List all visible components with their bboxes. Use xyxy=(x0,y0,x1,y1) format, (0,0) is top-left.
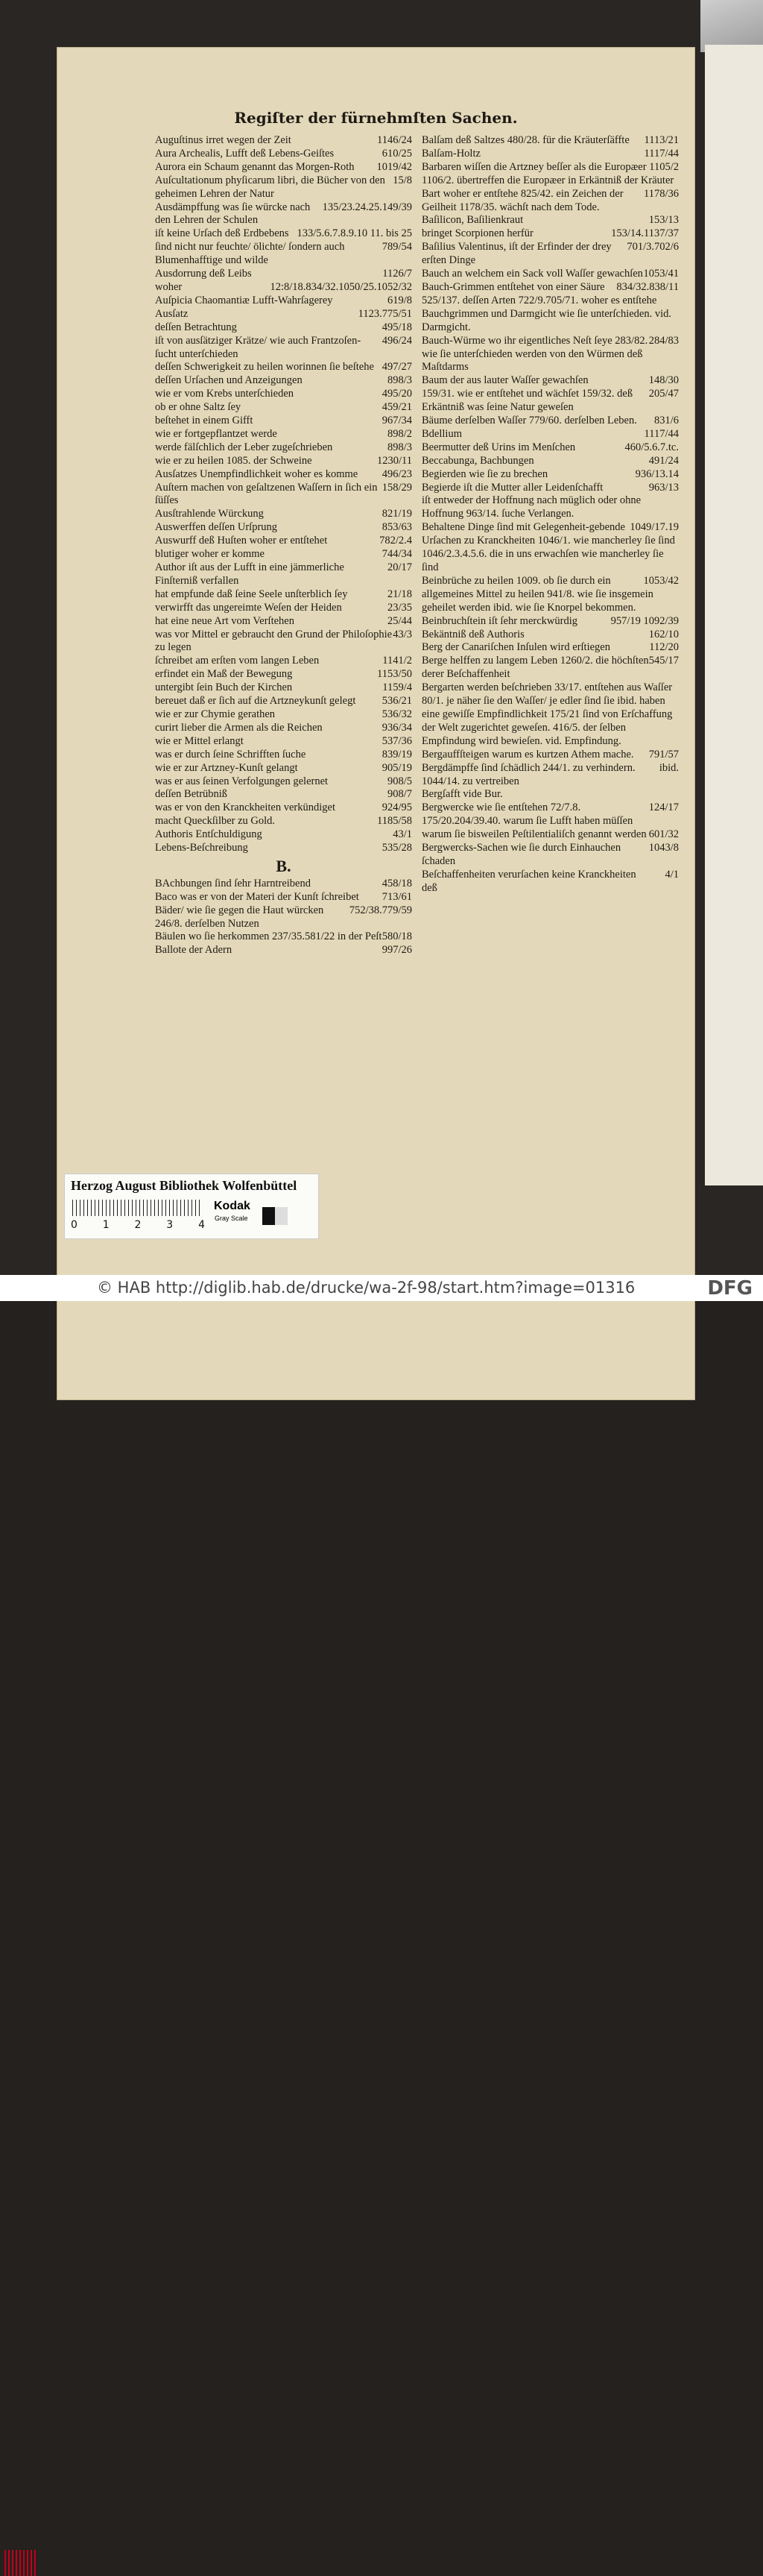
entry-text: Author iſt aus der Lufft in eine jämmerliche Finſterniß verfallen xyxy=(155,561,344,587)
entry-text: wie er zu heilen 1085. der Schweine xyxy=(155,454,312,467)
gray-swatch xyxy=(262,1207,288,1225)
entry-page-ref: 496/24 xyxy=(382,334,412,347)
entry-page-ref: 495/20 xyxy=(382,388,412,400)
index-entry xyxy=(155,815,412,828)
entry-text: deſſen Schwerigkeit zu heilen worinnen ſie beſtehe xyxy=(155,361,374,374)
index-entry xyxy=(155,891,412,904)
index-entry xyxy=(155,148,412,161)
entry-text: Bauch-Grimmen entſtehet von einer Säure 525/137. deſſen Arten 722/9.705/71. woher es entſtehe xyxy=(422,280,657,306)
index-entry xyxy=(155,268,412,281)
entry-text: Barbaren wiſſen die Artzney beſſer als die Europæer 1106/2. übertreffen die Europæer in Erkäntniß der Kräuter xyxy=(422,160,674,186)
index-entry xyxy=(422,227,679,241)
entry-text: bereuet daß er ſich auf die Artzneykunſt gelegt xyxy=(155,695,356,708)
entry-page-ref: 1185/58 xyxy=(377,815,412,828)
source-url[interactable]: © HAB http://diglib.hab.de/drucke/wa-2f-98/start.htm?image=01316 xyxy=(97,1279,636,1297)
entry-page-ref: 496/23 xyxy=(382,467,412,480)
entry-text: was er von den Kranckheiten verkündiget xyxy=(155,802,335,814)
index-entry xyxy=(422,802,679,828)
entry-text: Auswerffen deſſen Urſprung xyxy=(155,521,278,534)
entry-text: Auguſtinus irret wegen der Zeit xyxy=(155,134,291,146)
index-entry xyxy=(155,227,412,241)
index-entry xyxy=(155,388,412,401)
entry-page-ref: 898/3 xyxy=(387,374,412,387)
entry-text: Bäulen wo ſie herkommen 237/35.581/22 in der Peſt xyxy=(155,930,382,943)
entry-text: ſchreibet am erſten vom langen Leben xyxy=(155,655,320,667)
entry-page-ref: 135/23.24.25.149/39 xyxy=(322,201,412,213)
entry-text: Bergauffſteigen warum es kurtzen Athem mache. xyxy=(422,748,634,760)
footer-bar xyxy=(0,1275,763,1301)
entry-page-ref: 821/19 xyxy=(382,508,412,520)
entry-text: Ballote der Adern xyxy=(155,944,232,957)
library-name: Herzog August Bibliothek Wolfenbüttel xyxy=(71,1178,297,1193)
index-entry xyxy=(155,944,412,957)
entry-text: Bergdämpffe ſind ſchädlich 244/1. zu verhindern. 1044/14. zu vertreiben xyxy=(422,761,636,787)
index-entry xyxy=(155,708,412,722)
index-entry xyxy=(422,388,679,415)
entry-text: Bauch-Würme wo ihr eigentliches Neſt ſeye 283/82. wie ſie unterſchieden werden von den Würmen deß Maſtdarms xyxy=(422,334,648,374)
entry-text: Berg der Canariſchen Inſulen wird erſtiegen xyxy=(422,641,610,654)
index-entry xyxy=(155,668,412,681)
index-entry xyxy=(155,335,412,362)
index-entry xyxy=(422,281,679,308)
index-entry xyxy=(422,494,679,521)
index-entry xyxy=(155,775,412,789)
entry-text: Ausſtrahlende Würckung xyxy=(155,508,264,520)
index-entry xyxy=(155,762,412,775)
index-entry xyxy=(422,615,679,629)
index-entry xyxy=(422,521,679,575)
entry-text: Bekäntniß deß Authoris xyxy=(422,628,525,640)
index-entry xyxy=(422,161,679,188)
entry-page-ref: 752/38.779/59 xyxy=(349,904,412,916)
entry-text: Ausſatzes Unempfindlichkeit woher es komme xyxy=(155,467,358,480)
index-entry xyxy=(155,428,412,441)
entry-page-ref: 580/18 xyxy=(382,930,412,943)
entry-page-ref: 834/32.838/11 xyxy=(616,280,679,293)
entry-text: Bdellium xyxy=(422,427,462,440)
index-entry xyxy=(422,681,679,749)
entry-text: macht Queckſilber zu Gold. xyxy=(155,815,276,828)
entry-page-ref: 997/26 xyxy=(382,944,412,957)
entry-page-ref: 158/29 xyxy=(382,481,412,494)
entry-text: Lebens-Beſchreibung xyxy=(155,842,248,854)
entry-text: deſſen Betrübniß xyxy=(155,788,228,801)
library-label-card xyxy=(64,1174,319,1239)
entry-text: Balſam-Holtz xyxy=(422,147,481,160)
entry-text: Ausſatz xyxy=(155,307,189,320)
entry-page-ref: 545/17 xyxy=(648,655,679,667)
entry-page-ref: 1105/2 xyxy=(649,160,679,173)
entry-page-ref: 112/20 xyxy=(649,641,679,654)
entry-page-ref: 839/19 xyxy=(382,748,412,760)
entry-text: iſt keine Urſach deß Erdbebens xyxy=(155,227,289,240)
index-entry xyxy=(155,615,412,629)
entry-text: was vor Mittel er gebraucht den Grund der Philoſophie zu legen xyxy=(155,628,393,654)
entry-page-ref: 789/54 xyxy=(382,241,412,253)
entry-page-ref: 536/32 xyxy=(382,708,412,720)
index-entry xyxy=(422,214,679,227)
index-entry xyxy=(422,655,679,681)
index-entry xyxy=(155,201,412,228)
entry-text: 159/31. wie er entſtehet und wächſet 159/32. deß Erkäntniß was ſeine Natur geweſen xyxy=(422,388,633,414)
ruler-number: 0 xyxy=(71,1219,77,1231)
entry-page-ref: 1053/42 xyxy=(643,574,679,587)
entry-page-ref: 459/21 xyxy=(382,401,412,414)
index-entry xyxy=(422,828,679,842)
ruler-scale xyxy=(72,1200,203,1216)
entry-text: Beſchaffenheiten verurſachen keine Kranckheiten xyxy=(422,868,636,881)
index-entry xyxy=(155,561,412,588)
entry-text: erfindet ein Maß der Bewegung xyxy=(155,668,293,681)
entry-text: Beinbrüche zu heilen 1009. ob ſie durch ein allgemeines Mittel zu heilen 941/8. wie ſie insgemein geheilet werden ibid. wie ſie Knorpel bekommen. xyxy=(422,574,653,614)
entry-text: Balſam deß Saltzes 480/28. für die Kräuterſäffte xyxy=(422,134,630,146)
index-entry xyxy=(155,468,412,482)
entry-page-ref: 1049/17.19 xyxy=(630,521,679,534)
index-entry xyxy=(422,134,679,148)
entry-page-ref: 284/83 xyxy=(648,334,679,347)
index-entry xyxy=(155,681,412,695)
index-entry xyxy=(155,548,412,561)
entry-page-ref: 1117/44 xyxy=(644,147,679,160)
entry-text: Baſilius Valentinus, iſt der Erfinder der drey erſten Dinge xyxy=(422,241,612,267)
index-entry xyxy=(422,374,679,388)
entry-page-ref: 537/36 xyxy=(382,734,412,747)
entry-text: Bäder/ wie ſie gegen die Haut würcken 246/8. derſelben Nutzen xyxy=(155,904,324,930)
entry-text: Bergwercks-Sachen wie ſie durch Einhauchen ſchaden xyxy=(422,842,621,867)
entry-page-ref: 23/35 xyxy=(387,601,412,614)
entry-page-ref: 1113/21 xyxy=(644,134,679,146)
entry-text: untergibt ſein Buch der Kirchen xyxy=(155,681,293,694)
entry-page-ref: 601/32 xyxy=(648,828,679,841)
index-entry xyxy=(155,281,412,295)
entry-page-ref: 791/57 xyxy=(648,748,679,760)
entry-page-ref: 458/18 xyxy=(382,877,412,889)
index-entry xyxy=(422,335,679,375)
entry-page-ref: 153/13 xyxy=(648,214,679,227)
entry-page-ref: 495/18 xyxy=(382,321,412,333)
entry-text: deß xyxy=(422,881,437,894)
barcode-icon xyxy=(4,2550,36,2576)
entry-text: Baco was er von der Materi der Kunſt ſchreibet xyxy=(155,890,359,903)
index-entry xyxy=(422,629,679,642)
ruler-number: 1 xyxy=(102,1219,110,1231)
index-entry xyxy=(155,802,412,815)
ruler-number: 3 xyxy=(166,1219,174,1231)
entry-text: ob er ohne Saltz ſey xyxy=(155,401,241,414)
entry-text: Aurora ein Schaum genannt das Morgen-Roth xyxy=(155,160,355,173)
index-entry xyxy=(422,428,679,441)
index-entry xyxy=(422,762,679,789)
index-entry xyxy=(155,374,412,388)
entry-page-ref: 1053/41 xyxy=(643,268,679,280)
index-entry xyxy=(155,441,412,455)
entry-page-ref: 12:8/18.834/32.1050/25.1052/32 xyxy=(270,280,412,293)
entry-text: Beermutter deß Urins im Menſchen xyxy=(422,441,576,453)
entry-text: Auswurff deß Huſten woher er entſtehet xyxy=(155,535,328,547)
index-entry xyxy=(155,508,412,521)
entry-text: Baum der aus lauter Waſſer gewachſen xyxy=(422,374,589,387)
entry-text: Auſtern machen von geſaltzenen Waſſern in ſich ein ſüſſes xyxy=(155,481,378,507)
index-entry xyxy=(422,749,679,762)
entry-text: was er durch ſeine Schrifften ſuche xyxy=(155,748,306,760)
index-entry xyxy=(155,482,412,508)
entry-text: wie er fortgepflantzet werde xyxy=(155,427,277,440)
entry-text: Auſpicia Chaomantiæ Lufft-Wahrſagerey xyxy=(155,294,333,306)
entry-page-ref: 1178/36 xyxy=(644,187,679,200)
entry-page-ref: 15/8 xyxy=(393,174,412,186)
index-entry xyxy=(422,842,679,869)
entry-page-ref: 460/5.6.7.tc. xyxy=(624,441,679,453)
index-entry xyxy=(155,878,412,891)
entry-page-ref: 535/28 xyxy=(382,842,412,854)
entry-text: BAchbungen ſind ſehr Harntreibend xyxy=(155,877,311,889)
entry-page-ref: 153/14.1137/37 xyxy=(611,227,679,240)
entry-text: Auſcultationum phyſicarum libri, die Bücher von den geheimen Lehren der Natur xyxy=(155,174,385,200)
entry-text: ſind nicht nur feuchte/ ölichte/ ſondern auch Blumenhafftige und wilde xyxy=(155,241,345,267)
index-entry xyxy=(422,268,679,281)
entry-page-ref: 713/61 xyxy=(382,890,412,903)
entry-page-ref: 908/5 xyxy=(387,775,412,787)
entry-page-ref: 967/34 xyxy=(382,415,412,427)
dfg-logo: DFG xyxy=(707,1277,753,1300)
entry-page-ref: 908/7 xyxy=(387,788,412,801)
entry-text: Bergwercke wie ſie entſtehen 72/7.8. 175/20.204/39.40. warum ſie Lufft haben müſſen xyxy=(422,802,633,828)
entry-text: Aura Archealis, Lufft deß Lebens-Geiſtes xyxy=(155,147,335,160)
entry-page-ref: 43/1 xyxy=(393,828,412,841)
entry-text: verwirfft das ungereimte Weſen der Heiden xyxy=(155,601,342,614)
entry-text: was er aus ſeinen Verfolgungen gelernet xyxy=(155,775,329,787)
page-heading: Regiſter der fürnehmſten Sachen. xyxy=(234,109,518,127)
entry-text: beſtehet in einem Gifft xyxy=(155,415,253,427)
left-column xyxy=(155,134,412,957)
entry-text: Bauchgrimmen und Darmgicht wie ſie unterſchieden. vid. Darmgicht. xyxy=(422,307,672,333)
index-entry xyxy=(422,148,679,161)
entry-text: woher xyxy=(155,280,183,293)
entry-text: Bauch an welchem ein Sack voll Waſſer gewachſen xyxy=(422,268,643,280)
entry-page-ref: 898/3 xyxy=(387,441,412,453)
entry-page-ref: 1141/2 xyxy=(382,655,412,667)
index-entry xyxy=(155,295,412,308)
index-entry xyxy=(155,241,412,268)
entry-page-ref: 497/27 xyxy=(382,361,412,374)
index-entry xyxy=(155,602,412,615)
entry-page-ref: 43/3 xyxy=(393,628,412,640)
index-entry xyxy=(422,188,679,215)
entry-page-ref: 133/5.6.7.8.9.10 11. bis 25 xyxy=(297,227,412,240)
index-entry xyxy=(155,455,412,468)
index-entry xyxy=(155,735,412,749)
entry-text: Berge helffen zu langem Leben 1260/2. die höchſten derer Beſchaffenheit xyxy=(422,655,649,681)
entry-page-ref: 1043/8 xyxy=(648,842,679,854)
entry-page-ref: 619/8 xyxy=(387,294,412,306)
index-entry xyxy=(155,308,412,321)
entry-text: Bergſafft vide Bur. xyxy=(422,788,503,801)
entry-text: Bart woher er entſtehe 825/42. ein Zeichen der Geilheit 1178/35. wächſt nach dem Tode. xyxy=(422,187,624,213)
entry-page-ref: 205/47 xyxy=(648,388,679,400)
index-entry xyxy=(422,455,679,468)
entry-page-ref: 1153/50 xyxy=(377,668,412,681)
entry-page-ref: 162/10 xyxy=(648,628,679,640)
gray-scale-label: Gray Scale xyxy=(215,1215,248,1222)
kodak-logo: Kodak xyxy=(214,1200,250,1212)
index-entry xyxy=(422,415,679,428)
index-entry xyxy=(155,788,412,802)
entry-text: iſt von ausſätziger Krätze/ wie auch Frantzoſen-ſucht unterſchieden xyxy=(155,334,361,360)
entry-page-ref: 898/2 xyxy=(387,427,412,440)
index-entry xyxy=(155,321,412,335)
entry-page-ref: 936/34 xyxy=(382,721,412,734)
entry-text: Bergarten werden beſchrieben 33/17. entſtehen aus Waſſer 80/1. je näher ſie den Waſſer/ je edler ſind ſie ibid. haben eine gewiſſe Empfindlichkeit 175/21 ſind von Erſchaffung der Welt zugerichtet geweſen. 416/5. der ſelben Empfindung wird bewieſen. vid. Empfindung. xyxy=(422,681,673,747)
entry-page-ref: 963/13 xyxy=(648,481,679,494)
entry-page-ref: 1117/44 xyxy=(644,427,679,440)
entry-text: Behaltene Dinge ſind mit Gelegenheit-gebende Urſachen zu Kranckheiten 1046/1. wie mancherley ſie ſind 1046/2.3.4.5.6. die in uns erwachſen wie mancherley ſie ſind xyxy=(422,521,675,573)
index-entry xyxy=(155,722,412,735)
entry-page-ref: 148/30 xyxy=(648,374,679,387)
entry-page-ref: 1146/24 xyxy=(377,134,412,146)
entry-text: hat eine neue Art vom Verſtehen xyxy=(155,614,294,627)
next-page-edge xyxy=(705,45,763,1185)
index-entry xyxy=(422,788,679,802)
entry-page-ref: 924/95 xyxy=(382,802,412,814)
index-entry xyxy=(422,882,679,895)
entry-text: werde fälſchlich der Leber zugeſchrieben xyxy=(155,441,333,453)
index-entry xyxy=(155,629,412,655)
entry-text: wie er zur Chymie gerathen xyxy=(155,708,276,720)
index-entry xyxy=(155,842,412,855)
entry-page-ref: 744/34 xyxy=(382,548,412,561)
index-entry xyxy=(422,468,679,482)
ruler-numbers xyxy=(71,1219,205,1231)
entry-page-ref: 25/44 xyxy=(387,614,412,627)
index-entry xyxy=(155,828,412,842)
entry-text: wie er zur Artzney-Kunſt gelangt xyxy=(155,761,298,774)
entry-text: wie er Mittel erlangt xyxy=(155,734,244,747)
index-entry xyxy=(422,869,679,882)
entry-page-ref: 21/18 xyxy=(387,588,412,600)
entry-page-ref: 782/2.4 xyxy=(379,535,412,547)
index-entry xyxy=(422,241,679,268)
entry-text: Authoris Entſchuldigung xyxy=(155,828,262,841)
entry-text: iſt entweder der Hoffnung nach müglich oder ohne Hoffnung 963/14. ſuche Verlangen. xyxy=(422,494,642,520)
index-entry xyxy=(155,134,412,148)
index-entry xyxy=(155,535,412,548)
entry-text: bringet Scorpionen herfür xyxy=(422,227,534,240)
index-entry xyxy=(155,401,412,415)
entry-page-ref: 536/21 xyxy=(382,695,412,708)
entry-page-ref: 957/19 1092/39 xyxy=(610,614,679,627)
entry-text: deſſen Betrachtung xyxy=(155,321,237,333)
entry-text: Ausdorrung deß Leibs xyxy=(155,268,252,280)
index-entry xyxy=(422,641,679,655)
index-entry xyxy=(422,308,679,335)
entry-text: Bäume derſelben Waſſer 779/60. derſelben Leben. xyxy=(422,415,637,427)
entry-text: Beinbruchſtein iſt ſehr merckwürdig xyxy=(422,614,577,627)
entry-text: warum ſie bisweilen Peſtilentialiſch genannt werden xyxy=(422,828,647,841)
entry-page-ref: 4/1 xyxy=(665,868,679,881)
entry-text: wie er vom Krebs unterſchieden xyxy=(155,388,294,400)
entry-text: Begierde iſt die Mutter aller Leidenſchafft xyxy=(422,481,604,494)
entry-page-ref: 936/13.14 xyxy=(635,467,679,480)
entry-text: Begierden wie ſie zu brechen xyxy=(422,467,548,480)
entry-page-ref: 1123.775/51 xyxy=(358,307,412,320)
ruler-number: 4 xyxy=(198,1219,205,1231)
index-entry xyxy=(155,695,412,708)
index-entry xyxy=(155,415,412,428)
index-entry xyxy=(422,575,679,615)
index-entry xyxy=(155,904,412,931)
entry-text: Ausdämpffung was ſie würcke nach den Lehren der Schulen xyxy=(155,201,311,227)
index-entry xyxy=(422,482,679,495)
index-entry xyxy=(155,749,412,762)
entry-page-ref: ibid. xyxy=(659,761,679,774)
entry-page-ref: 1126/7 xyxy=(382,268,412,280)
entry-text: hat empfunde daß ſeine Seele unſterblich ſey xyxy=(155,588,348,600)
entry-text: curirt lieber die Armen als die Reichen xyxy=(155,721,323,734)
entry-text: Baſilicon, Baſilienkraut xyxy=(422,214,524,227)
entry-page-ref: 853/63 xyxy=(382,521,412,534)
entry-text: blutiger woher er komme xyxy=(155,548,265,561)
section-letter: B. xyxy=(276,856,291,875)
entry-text: Beccabunga, Bachbungen xyxy=(422,454,534,467)
entry-page-ref: 905/19 xyxy=(382,761,412,774)
entry-page-ref: 610/25 xyxy=(382,147,412,160)
entry-page-ref: 1019/42 xyxy=(376,160,412,173)
entry-page-ref: 124/17 xyxy=(648,802,679,814)
index-entry xyxy=(155,174,412,201)
index-entry xyxy=(155,655,412,668)
index-entry xyxy=(155,361,412,374)
index-entry xyxy=(155,161,412,174)
entry-page-ref: 20/17 xyxy=(387,561,412,573)
entry-page-ref: 831/6 xyxy=(653,415,679,427)
index-entry xyxy=(155,930,412,944)
entry-page-ref: 491/24 xyxy=(648,454,679,467)
index-entry xyxy=(155,588,412,602)
entry-page-ref: 1230/11 xyxy=(377,454,412,467)
index-entry xyxy=(155,521,412,535)
right-column xyxy=(422,134,679,895)
entry-text: deſſen Urſachen und Anzeigungen xyxy=(155,374,303,387)
entry-page-ref: 701/3.702/6 xyxy=(627,241,679,253)
ruler-number: 2 xyxy=(134,1219,142,1231)
index-entry xyxy=(422,441,679,455)
entry-page-ref: 1159/4 xyxy=(382,681,412,694)
